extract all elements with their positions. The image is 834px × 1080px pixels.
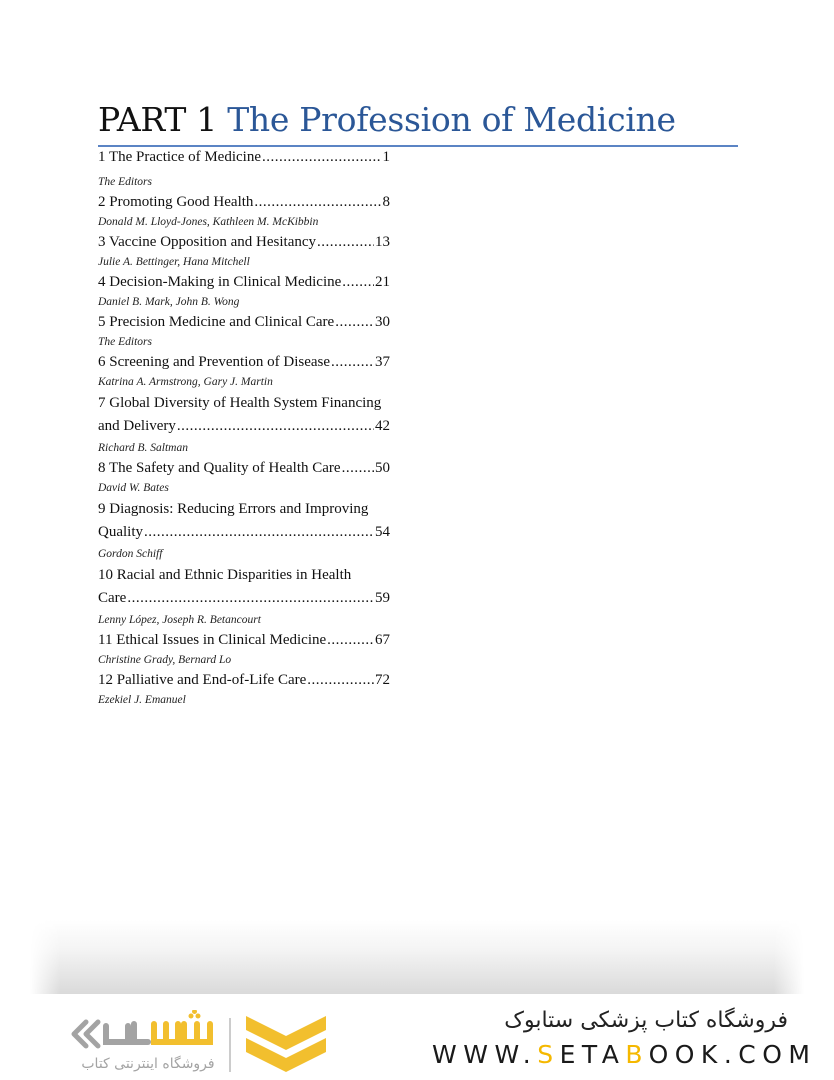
table-of-contents <box>98 146 390 710</box>
page-number: 67 <box>375 632 390 648</box>
chapter-title: 2 Promoting Good Health <box>98 194 254 210</box>
leader-dots <box>342 272 374 292</box>
leader-dots <box>327 630 374 650</box>
chapter-title: 7 Global Diversity of Health System Financing <box>98 395 382 411</box>
chapter-authors: The Editors <box>98 336 152 348</box>
chapter-title: 4 Decision-Making in Clinical Medicine <box>98 274 342 290</box>
chapter-authors: The Editors <box>98 176 152 188</box>
book-chevron-icon <box>246 1016 326 1072</box>
chapter-authors: Julie A. Bettinger, Hana Mitchell <box>98 256 250 268</box>
setabook-logo[interactable] <box>70 1010 330 1078</box>
toc-entry[interactable] <box>98 312 390 352</box>
url-highlight: B <box>625 1040 649 1069</box>
chapter-authors: Daniel B. Mark, John B. Wong <box>98 296 240 308</box>
toc-entry[interactable] <box>98 630 390 670</box>
page-number: 42 <box>375 418 390 434</box>
leader-dots <box>177 415 374 438</box>
leader-dots <box>307 670 374 690</box>
page-number: 21 <box>375 274 390 290</box>
chapter-authors: Lenny López, Joseph R. Betancourt <box>98 614 261 626</box>
logo-wordmark <box>106 1010 210 1042</box>
toc-entry[interactable] <box>98 272 390 312</box>
part-name: The Profession of Medicine <box>227 100 676 139</box>
footer-shadow-band <box>30 920 804 994</box>
chapter-authors: Richard B. Saltman <box>98 442 188 454</box>
page-number: 8 <box>382 194 390 210</box>
url-part: WWW. <box>432 1040 538 1069</box>
chapter-title: 1 The Practice of Medicine <box>98 149 261 165</box>
chapter-title-continued: Quality <box>98 524 143 540</box>
chapter-authors: Donald M. Lloyd-Jones, Kathleen M. McKibbin <box>98 216 319 228</box>
url-part: OOK.COM <box>648 1040 817 1069</box>
chapter-title: 11 Ethical Issues in Clinical Medicine <box>98 632 327 648</box>
chapter-title: 10 Racial and Ethnic Disparities in Health <box>98 567 352 583</box>
page-number: 54 <box>375 524 390 540</box>
toc-entry[interactable] <box>98 458 390 498</box>
toc-entry[interactable] <box>98 392 390 458</box>
website-url[interactable] <box>432 1040 816 1069</box>
toc-entry[interactable] <box>98 564 390 630</box>
toc-entry[interactable] <box>98 192 390 232</box>
leader-dots <box>335 312 374 332</box>
leader-dots <box>144 521 374 544</box>
leader-dots <box>342 458 374 478</box>
chapter-title: 3 Vaccine Opposition and Hesitancy <box>98 234 317 250</box>
chapter-authors: Christine Grady, Bernard Lo <box>98 654 232 666</box>
page-number: 13 <box>375 234 390 250</box>
page-number: 59 <box>375 590 390 606</box>
part-number: PART 1 <box>98 100 217 139</box>
chapter-title: 9 Diagnosis: Reducing Errors and Improving <box>98 501 369 517</box>
logo-tagline: فروشگاه اینترنتی کتاب <box>81 1056 215 1072</box>
leader-dots <box>262 146 382 169</box>
part-title <box>98 98 676 142</box>
chapter-title: 12 Palliative and End-of-Life Care <box>98 672 307 688</box>
toc-entry[interactable] <box>98 146 390 192</box>
chapter-authors: Katrina A. Armstrong, Gary J. Martin <box>98 376 273 388</box>
leader-dots <box>317 232 374 252</box>
chapter-title-continued: and Delivery <box>98 418 176 434</box>
chapter-title-continued: Care <box>98 590 127 606</box>
chapter-title: 5 Precision Medicine and Clinical Care <box>98 314 335 330</box>
leader-dots <box>331 352 374 372</box>
url-part: ETA <box>559 1040 626 1069</box>
chapter-title: 8 The Safety and Quality of Health Care <box>98 460 341 476</box>
page-number: 37 <box>375 354 390 370</box>
chapter-title: 6 Screening and Prevention of Disease <box>98 354 331 370</box>
page-number: 30 <box>375 314 390 330</box>
toc-entry[interactable] <box>98 352 390 392</box>
toc-entry[interactable] <box>98 670 390 710</box>
toc-entry[interactable] <box>98 498 390 564</box>
chevron-left-icon <box>74 1022 98 1046</box>
leader-dots <box>254 192 381 212</box>
page-number: 50 <box>375 460 390 476</box>
page-number: 1 <box>382 149 390 165</box>
page-number: 72 <box>375 672 390 688</box>
toc-entry[interactable] <box>98 232 390 272</box>
url-highlight: S <box>537 1040 560 1069</box>
store-title: فروشگاه کتاب پزشکی ستابوک <box>504 1008 788 1033</box>
chapter-authors: Ezekiel J. Emanuel <box>98 694 186 706</box>
chapter-authors: Gordon Schiff <box>98 548 163 560</box>
chapter-authors: David W. Bates <box>98 482 169 494</box>
leader-dots <box>127 587 374 610</box>
